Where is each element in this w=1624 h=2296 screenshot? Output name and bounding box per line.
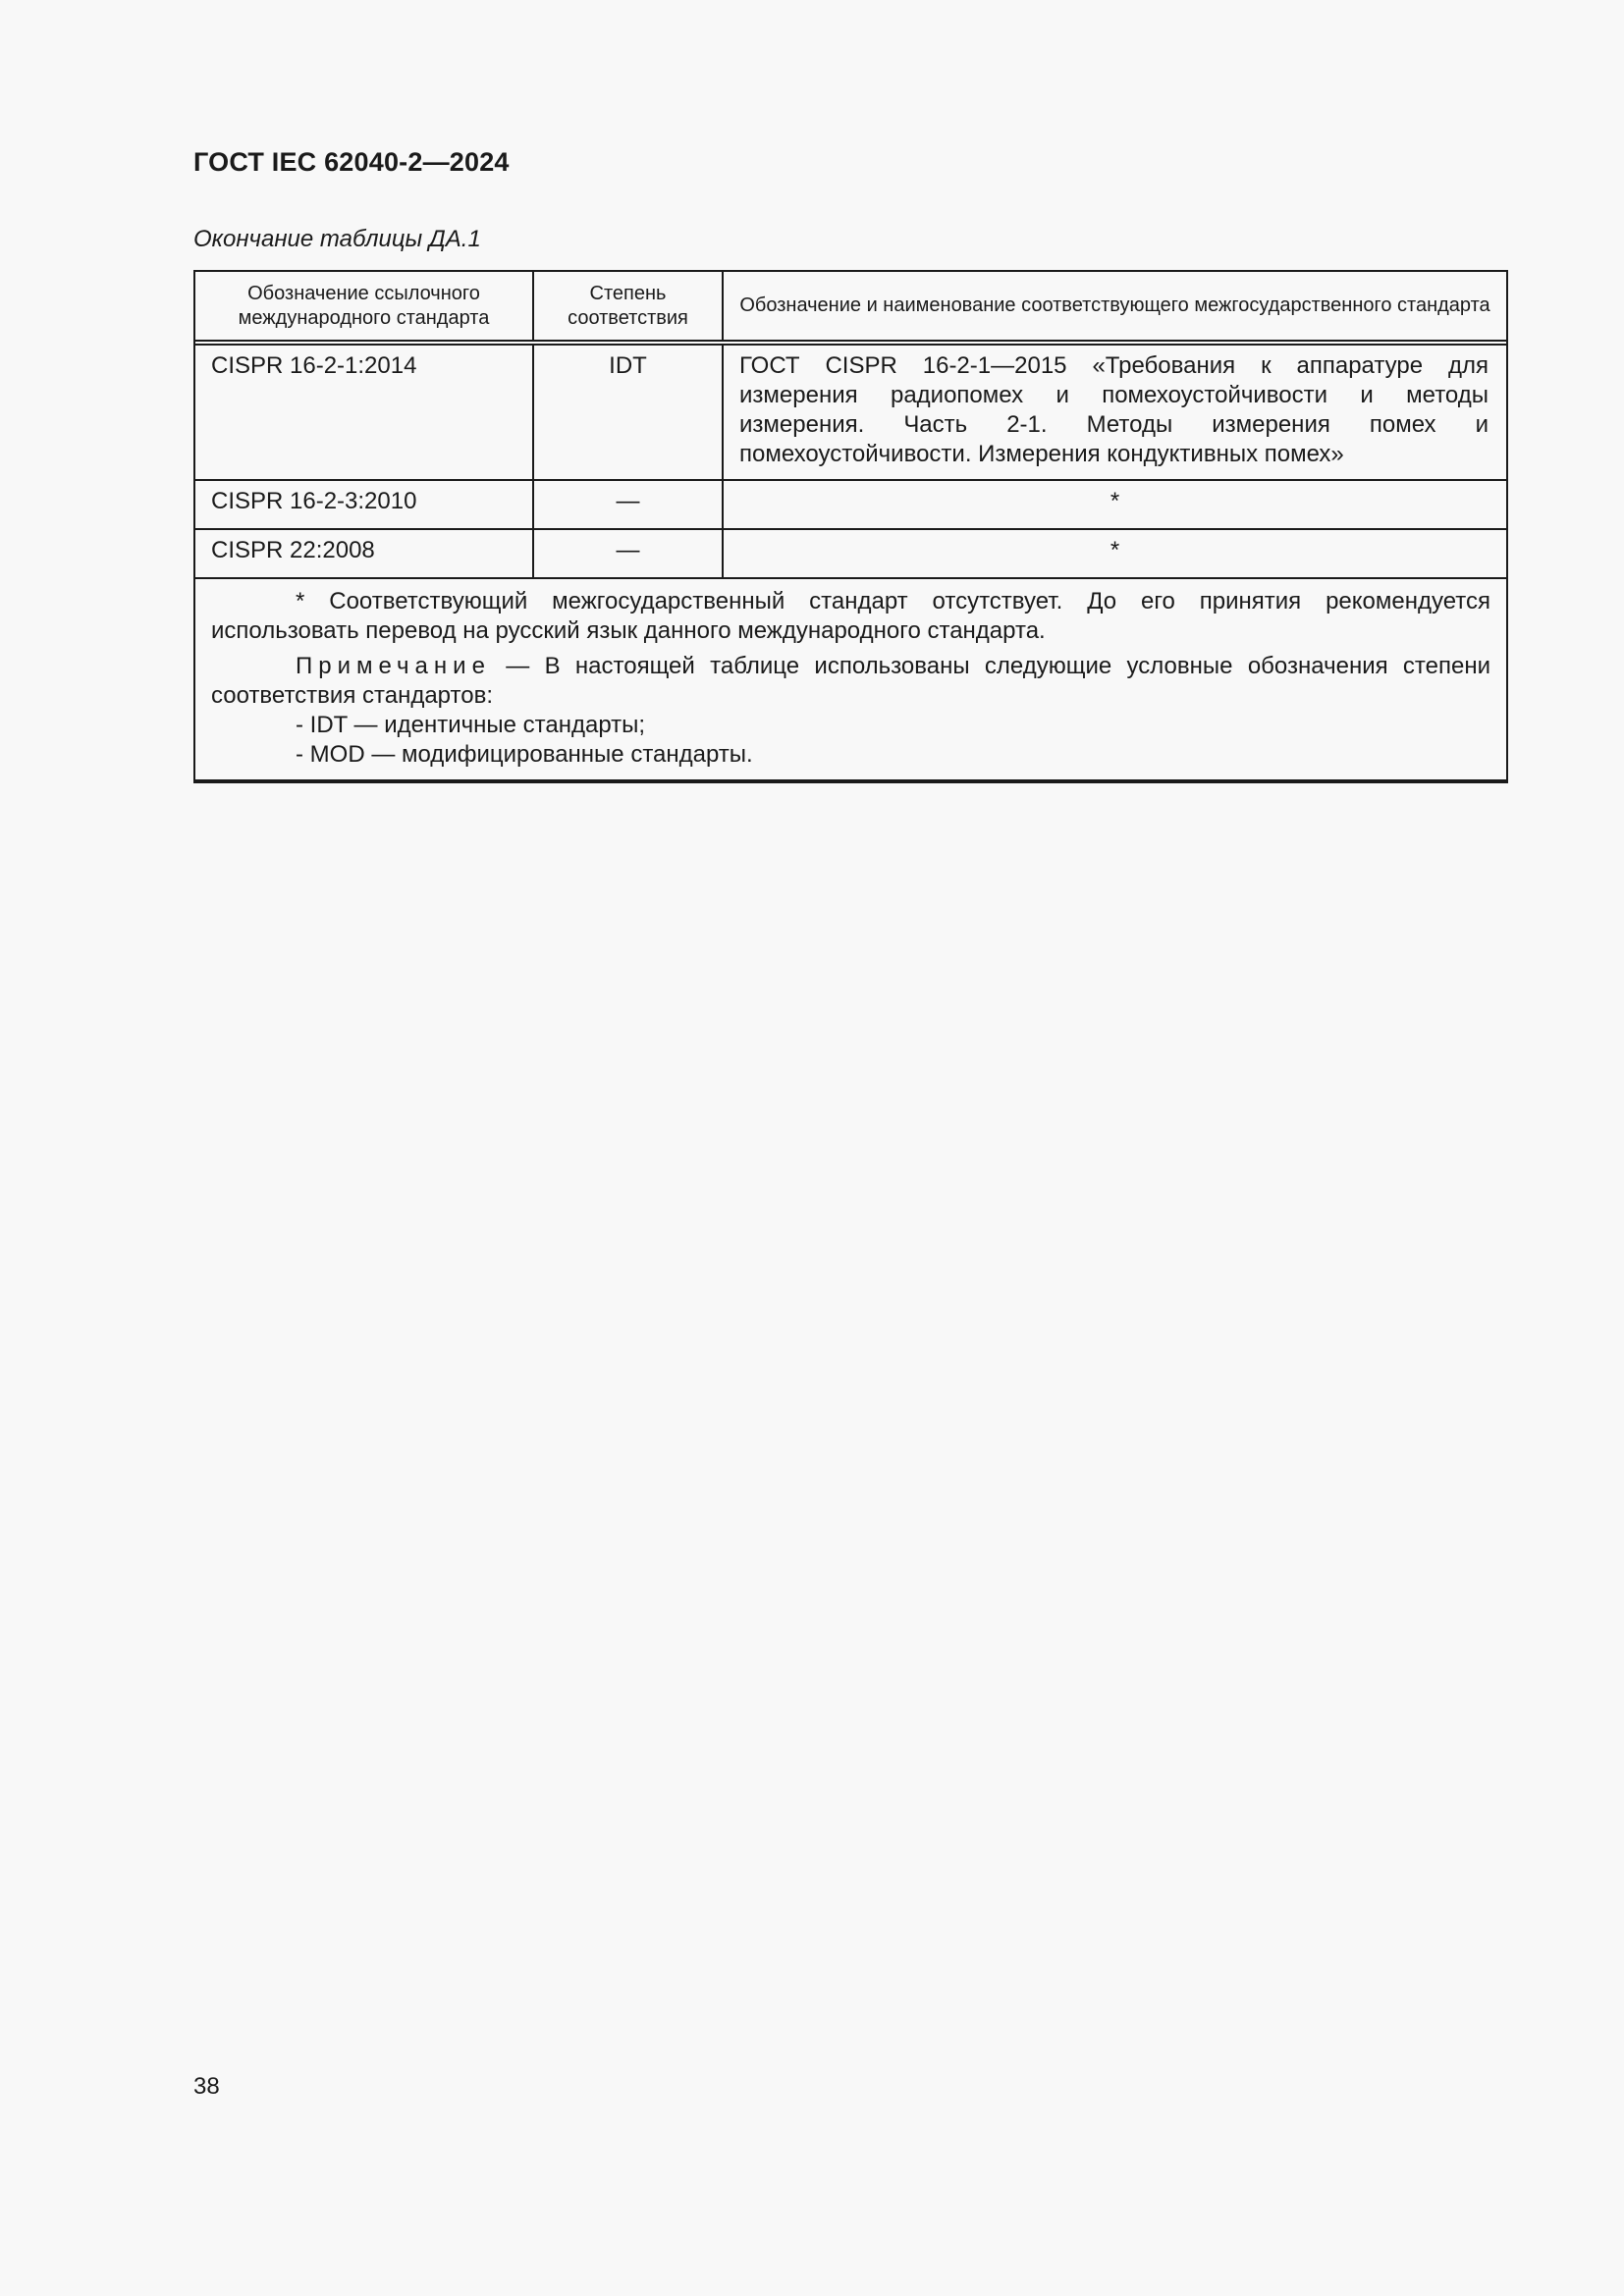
cell-ref: CISPR 16-2-1:2014	[195, 343, 533, 480]
cell-ref: CISPR 16-2-3:2010	[195, 480, 533, 529]
note-item: - IDT — идентичные стандарты;	[296, 712, 646, 738]
page-number: 38	[193, 2073, 220, 2100]
table-caption: Окончание таблицы ДА.1	[193, 226, 481, 252]
cell-degree: —	[533, 529, 723, 578]
header-interstate-standard: Обозначение и наименование соответствующего межгосударственного стандарта	[723, 272, 1506, 343]
document-header: ГОСТ IEC 62040-2—2024	[193, 147, 510, 177]
table-row	[195, 343, 1506, 480]
cell-standard: ГОСТ CISPR 16-2-1—2015 «Требования к аппаратуре для измерения радиопомех и помехоустойчивости и методы измерения. Часть 2-1. Методы измерения помех и помехоустойчивости. Измерения кондуктивных помех»	[723, 343, 1506, 480]
cell-degree: IDT	[533, 343, 723, 480]
cell-degree: —	[533, 480, 723, 529]
header-ref-standard: Обозначение ссылочного международного стандарта	[195, 272, 533, 343]
footnote-cell	[195, 578, 1506, 780]
table-row	[195, 529, 1506, 578]
cell-standard: *	[723, 529, 1506, 578]
table-footnote-row	[195, 578, 1506, 780]
note-text: — В настоящей таблице использованы следующие условные обозначения степени соответствия стандартов:	[211, 653, 1490, 709]
cell-standard: *	[723, 480, 1506, 529]
cell-ref: CISPR 22:2008	[195, 529, 533, 578]
note-paragraph	[211, 652, 1490, 711]
note-label: Примечание	[296, 653, 491, 679]
footnote-text: * Соответствующий межгосударственный стандарт отсутствует. До его принятия рекомендуется использовать перевод на русский язык данного международного стандарта.	[211, 588, 1490, 644]
header-degree: Степень соответствия	[533, 272, 723, 343]
table-header-row	[195, 272, 1506, 343]
standards-table	[193, 270, 1508, 783]
table-row	[195, 480, 1506, 529]
note-item: - MOD — модифицированные стандарты.	[296, 741, 753, 768]
